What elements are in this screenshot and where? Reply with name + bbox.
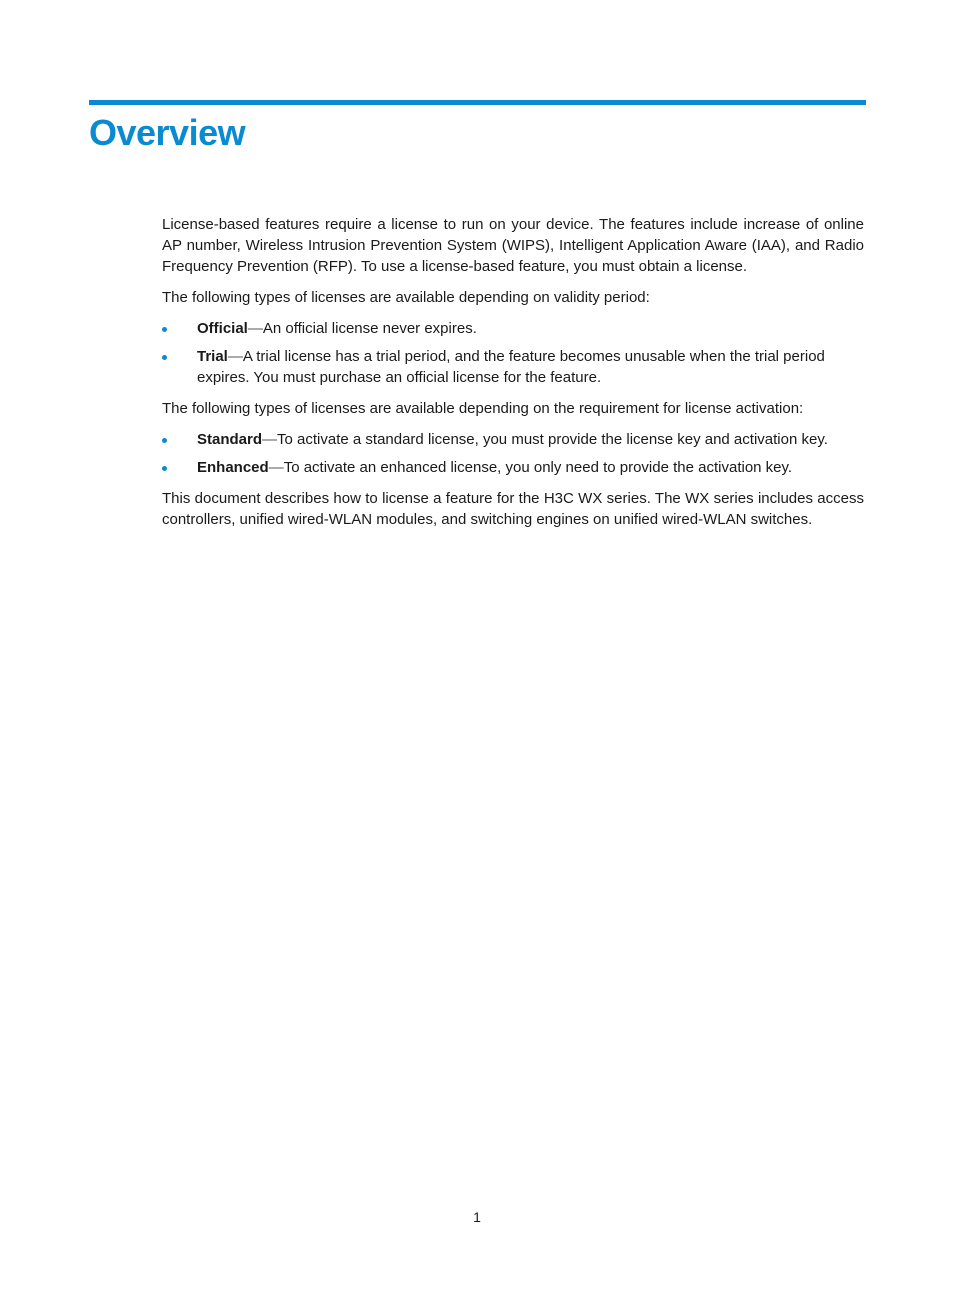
term-description: An official license never expires. <box>262 320 477 337</box>
term-trial: Trial <box>197 348 228 365</box>
term-official: Official <box>197 320 248 337</box>
list-item <box>162 457 864 478</box>
bullet-icon <box>162 327 167 332</box>
term-standard: Standard <box>197 431 263 448</box>
chapter-title: Overview <box>89 112 246 153</box>
validity-lead-paragraph: The following types of licenses are available depending on validity period: <box>162 289 650 306</box>
bullet-icon <box>162 355 167 360</box>
em-dash: — <box>247 320 263 337</box>
term-description: To activate an enhanced license, you only need to provide the activation key. <box>283 459 793 476</box>
list-item <box>162 318 864 339</box>
validity-types-list <box>162 318 864 388</box>
page-number: 1 <box>473 1209 481 1225</box>
em-dash: — <box>268 459 284 476</box>
document-body <box>162 214 864 540</box>
activation-types-list <box>162 429 864 478</box>
chapter-top-rule <box>89 100 866 105</box>
bullet-icon <box>162 466 167 471</box>
term-description: To activate a standard license, you must provide the license key and activation key. <box>277 431 828 448</box>
em-dash: — <box>262 431 278 448</box>
list-item <box>162 346 864 388</box>
term-description: A trial license has a trial period, and the feature becomes unusable when the trial period expires. You must purchase an official license for the feature. <box>197 348 825 386</box>
intro-paragraph: License-based features require a license to run on your device. The features include increase of online AP number, Wireless Intrusion Prevention System (WIPS), Intelligent Application Aware (IAA), and Radio Frequency Prevention (RFP). To use a license-based feature, you must obtain a license. <box>162 216 864 275</box>
activation-lead-paragraph: The following types of licenses are available depending on the requirement for license activation: <box>162 400 804 417</box>
list-item <box>162 429 864 450</box>
term-enhanced: Enhanced <box>197 459 269 476</box>
bullet-icon <box>162 438 167 443</box>
closing-paragraph: This document describes how to license a feature for the H3C WX series. The WX series includes access controllers, unified wired-WLAN modules, and switching engines on unified wired-WLAN switches. <box>162 490 864 528</box>
em-dash: — <box>227 348 243 365</box>
